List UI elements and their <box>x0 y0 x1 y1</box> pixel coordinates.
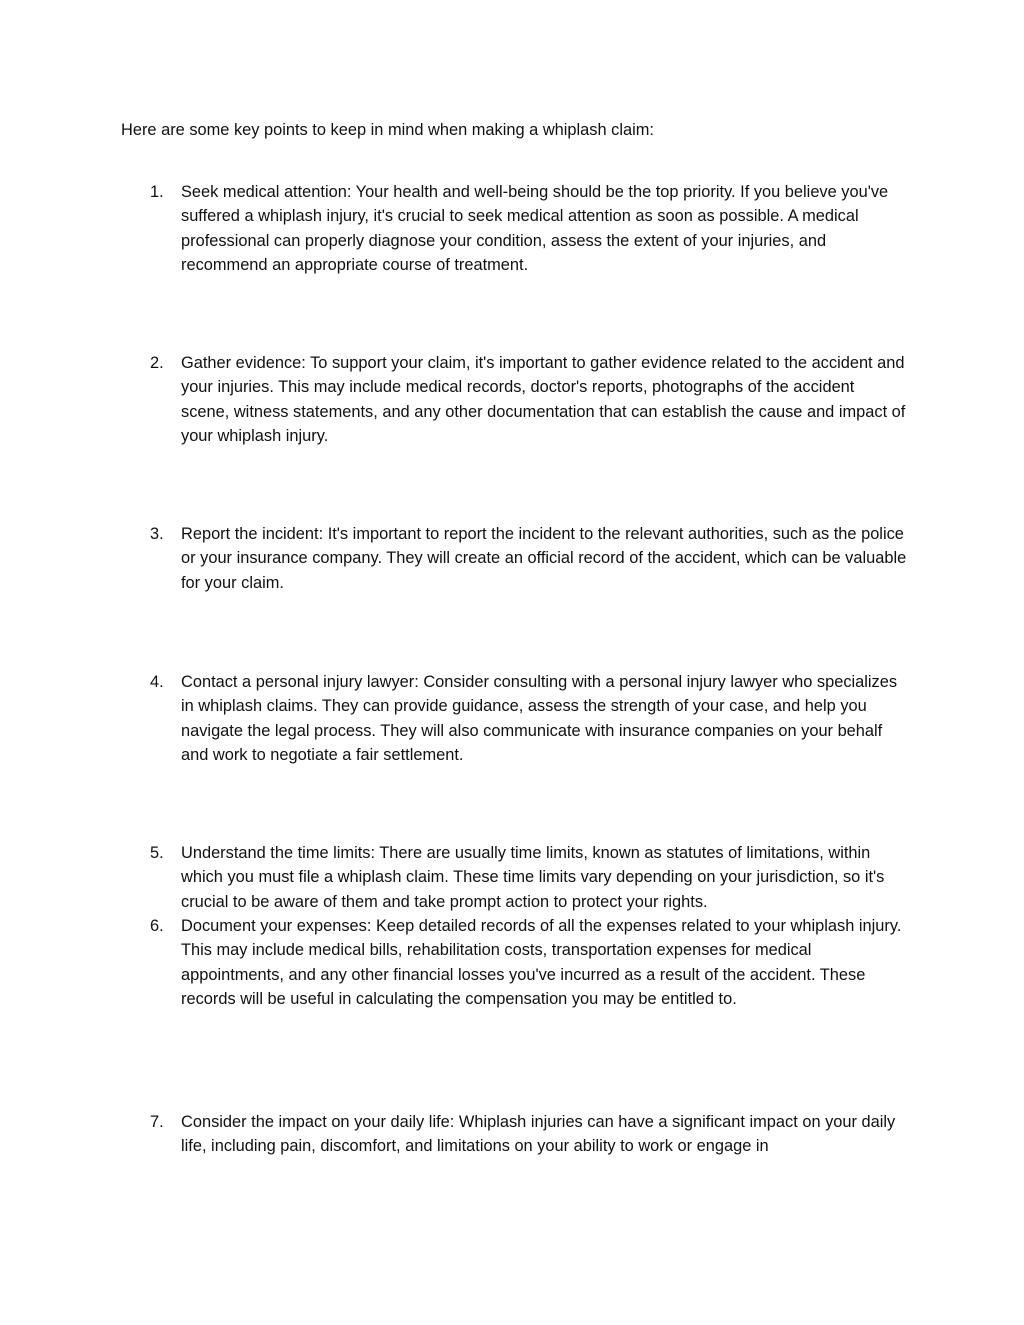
list-item <box>150 670 910 767</box>
list-item <box>150 180 910 277</box>
list-item-text: Report the incident: It's important to report the incident to the relevant authorities, such as the police or your insurance company. They will create an official record of the accident, which can be valuable for your claim. <box>181 525 907 592</box>
list-item-text: Document your expenses: Keep detailed records of all the expenses related to your whiplash injury. This may include medical bills, rehabilitation costs, transportation expenses for medical appointments, and any other financial losses you've incurred as a result of the accident. These records will be useful in calculating the compensation you may be entitled to. <box>181 917 902 1008</box>
list-item <box>150 351 910 448</box>
list-item-text: Contact a personal injury lawyer: Consider consulting with a personal injury lawyer who specializes in whiplash claims. They can provide guidance, assess the strength of your case, and help you navigate the legal process. They will also communicate with insurance companies on your behalf and work to negotiate a fair settlement. <box>181 673 898 764</box>
list-item-number: 1. <box>150 183 164 201</box>
list-item-number: 7. <box>150 1113 164 1131</box>
list-item-text: Understand the time limits: There are usually time limits, known as statutes of limitations, within which you must file a whiplash claim. These time limits vary depending on your jurisdiction, so it's crucial to be aware of them and take prompt action to protect your rights. <box>181 844 885 911</box>
list-item-number: 3. <box>150 525 164 543</box>
list-item <box>150 522 910 595</box>
list-item-number: 2. <box>150 354 164 372</box>
intro-paragraph: Here are some key points to keep in mind when making a whiplash claim: <box>121 121 654 139</box>
list-item <box>150 1110 910 1159</box>
list-item-number: 5. <box>150 844 164 862</box>
list-item <box>150 841 910 914</box>
list-item-text: Seek medical attention: Your health and well-being should be the top priority. If you believe you've suffered a whiplash injury, it's crucial to seek medical attention as soon as possible. A medical professional can properly diagnose your condition, assess the extent of your injuries, and recommend an appropriate course of treatment. <box>181 183 889 274</box>
list-item-text: Gather evidence: To support your claim, it's important to gather evidence related to the accident and your injuries. This may include medical records, doctor's reports, photographs of the accident scene, witness statements, and any other documentation that can establish the cause and impact of your whiplash injury. <box>181 354 906 445</box>
list-item <box>150 914 910 1011</box>
list-item-text: Consider the impact on your daily life: Whiplash injuries can have a significant impact on your daily life, including pain, discomfort, and limitations on your ability to work or engage in <box>181 1113 896 1156</box>
list-item-number: 6. <box>150 917 164 935</box>
list-item-number: 4. <box>150 673 164 691</box>
